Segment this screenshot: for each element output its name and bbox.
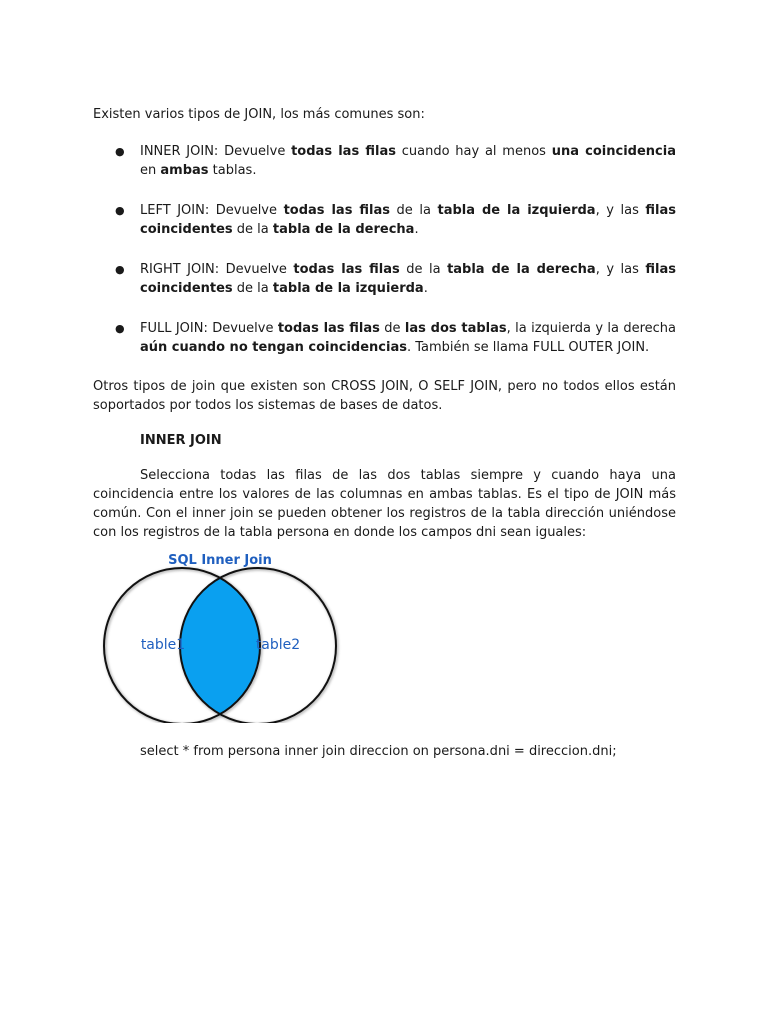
- text-run: . También se llama FULL OUTER JOIN.: [406, 340, 650, 355]
- text-run: .: [414, 222, 419, 237]
- bold-run: ambas: [160, 163, 209, 178]
- bold-run: aún cuando no tengan coincidencias: [140, 340, 407, 355]
- bullet-text: [140, 260, 676, 298]
- bold-run: tabla de la izquierda: [272, 281, 424, 296]
- bullet-marker: ●: [115, 145, 125, 158]
- bullet-full-join: [93, 319, 676, 357]
- bullet-right-join: [93, 260, 676, 298]
- text-run: LEFT JOIN: Devuelve: [140, 203, 284, 218]
- diagram-title: SQL Inner Join: [168, 553, 272, 568]
- text-run: de: [379, 321, 405, 336]
- text-run: FULL JOIN: Devuelve: [140, 321, 278, 336]
- text-run: cuando hay al menos: [395, 144, 552, 159]
- bold-run: filas coincidentes: [140, 262, 676, 296]
- text-run: tablas.: [208, 163, 257, 178]
- bold-run: filas coincidentes: [140, 203, 677, 237]
- bullet-marker: ●: [115, 263, 125, 276]
- bold-run: las dos tablas: [404, 321, 507, 336]
- text-run: de la: [399, 262, 448, 277]
- bold-run: todas las filas: [293, 262, 400, 277]
- text-run: , y las: [595, 203, 646, 218]
- text-run: de la: [232, 281, 273, 296]
- bullet-text: [140, 319, 676, 357]
- bold-run: todas las filas: [277, 321, 380, 336]
- right-table-label: table2: [255, 637, 301, 653]
- text-run: INNER JOIN: Devuelve: [140, 144, 292, 159]
- text-run: , la izquierda y la derecha: [506, 321, 676, 336]
- bold-run: tabla de la derecha: [447, 262, 596, 277]
- other-joins-paragraph: Otros tipos de join que existen son CROSS JOIN, O SELF JOIN, pero no todos ellos están soportados por todos los sistemas de bases de datos.: [93, 379, 676, 413]
- section-heading: INNER JOIN: [140, 433, 222, 448]
- inner-join-description: Selecciona todas las filas de las dos tablas siempre y cuando haya una coincidencia entre los valores de las columnas en ambas tablas. Es el tipo de JOIN más común. Con el inner join se pueden obtener los registros de la tabla dirección uniéndose con los registros de la tabla persona en donde los campos dni sean iguales:: [93, 468, 676, 540]
- text-run: , y las: [595, 262, 646, 277]
- bullet-inner-join: [93, 142, 676, 180]
- bold-run: todas las filas: [283, 203, 390, 218]
- text-run: de la: [232, 222, 273, 237]
- text-run: en: [140, 163, 161, 178]
- left-table-label: table1: [140, 637, 186, 653]
- venn-diagram: [90, 548, 346, 723]
- bullet-text: [140, 142, 676, 180]
- bullet-left-join: [93, 201, 676, 239]
- intro-paragraph: Existen varios tipos de JOIN, los más comunes son:: [93, 107, 425, 122]
- bullet-marker: ●: [115, 322, 125, 335]
- bold-run: una coincidencia: [551, 144, 676, 159]
- bullet-text: [140, 201, 676, 239]
- text-run: de la: [390, 203, 438, 218]
- text-run: .: [423, 281, 428, 296]
- bold-run: tabla de la izquierda: [437, 203, 596, 218]
- bullet-marker: ●: [115, 204, 125, 217]
- bold-run: tabla de la derecha: [272, 222, 415, 237]
- text-run: RIGHT JOIN: Devuelve: [140, 262, 294, 277]
- sql-query: select * from persona inner join direccion on persona.dni = direccion.dni;: [140, 744, 617, 759]
- bold-run: todas las filas: [291, 144, 396, 159]
